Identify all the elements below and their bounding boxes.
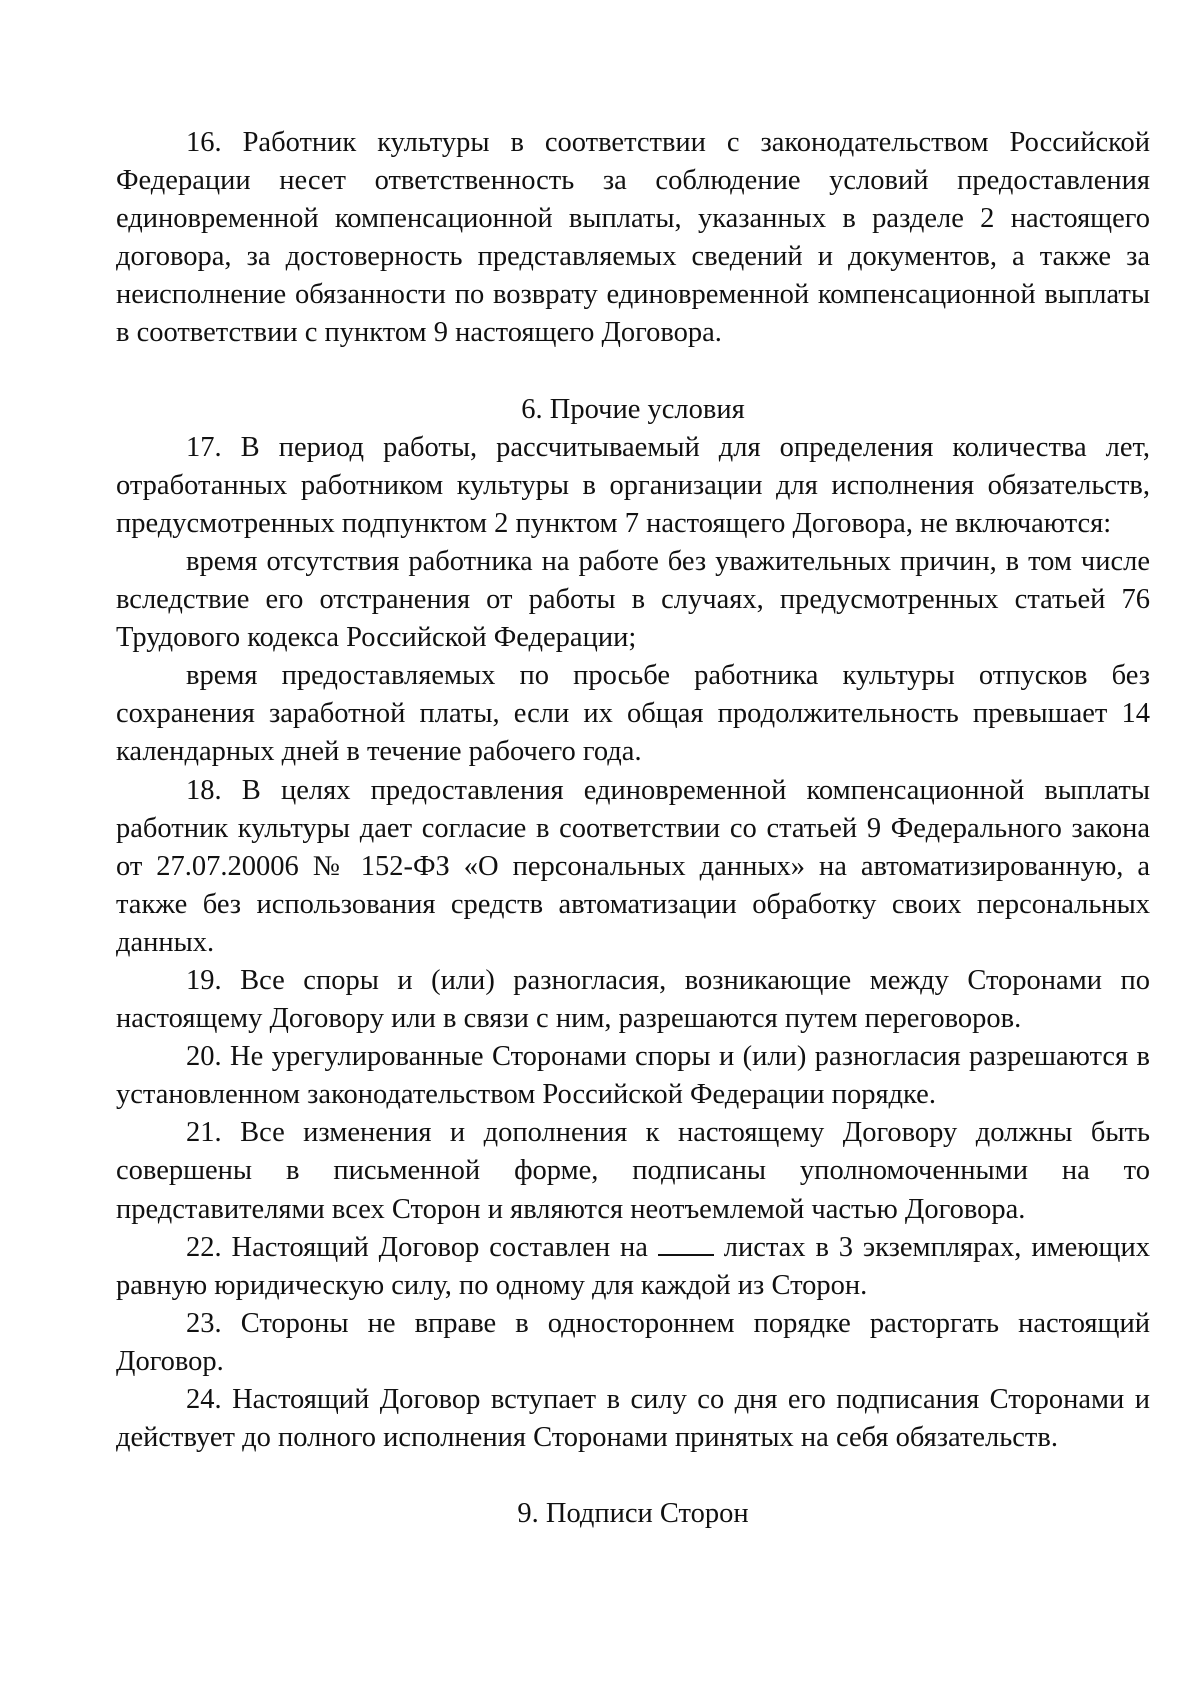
paragraph-17-item-b: время предоставляемых по просьбе работника культуры отпусков без сохранения заработной платы, если их общая продолжительность превышает 14 календарных дней в течение рабочего года.	[116, 660, 1150, 768]
paragraph-21: 21. Все изменения и дополнения к настоящему Договору должны быть совершены в письменной форме, подписаны уполномоченными на то представителями всех Сторон и являются неотъемлемой частью Договора.	[116, 1117, 1150, 1225]
paragraph-20: 20. Не урегулированные Сторонами споры и (или) разногласия разрешаются в установленном законодательством Российской Федерации порядке.	[116, 1041, 1150, 1111]
section-6-heading: 6. Прочие условия	[521, 393, 745, 425]
paragraph-17: 17. В период работы, рассчитываемый для определения количества лет, отработанных работником культуры в организации для исполнения обязательств, предусмотренных подпунктом 2 пунктом 7 настоящего Договора, не включаются:	[116, 431, 1150, 539]
paragraph-22-start: 22. Настоящий Договор составлен на	[186, 1231, 648, 1263]
paragraph-22-end: листах в 3 экземплярах, имеющих равную юридическую силу, по одному для каждой из Сторон.	[116, 1231, 1151, 1301]
paragraph-16: 16. Работник культуры в соответствии с законодательством Российской Федерации несет ответственность за соблюдение условий предоставления единовременной компенсационной выплаты, указанных в разделе 2 настоящего договора, за достоверность представляемых сведений и документов, а также за неисполнение обязанности по возврату единовременной компенсационной выплаты в соответствии с пунктом 9 настоящего Договора.	[116, 127, 1150, 349]
paragraph-24: 24. Настоящий Договор вступает в силу со дня его подписания Сторонами и действует до полного исполнения Сторонами принятых на себя обязательств.	[116, 1384, 1150, 1454]
sheet-count-blank	[658, 1230, 714, 1256]
section-9-heading: 9. Подписи Сторон	[517, 1498, 749, 1530]
paragraph-23: 23. Стороны не вправе в одностороннем порядке расторгать настоящий Договор.	[116, 1307, 1150, 1377]
paragraph-22	[116, 1229, 1150, 1305]
paragraph-18: 18. В целях предоставления единовременной компенсационной выплаты работник культуры дает согласие в соответствии со статьей 9 Федерального закона от 27.07.20006 № 152-ФЗ «О персональных данных» на автоматизированную, а также без использования средств автоматизации обработку своих персональных данных.	[116, 774, 1150, 958]
paragraph-17-item-a: время отсутствия работника на работе без уважительных причин, в том числе вследствие его отстранения от работы в случаях, предусмотренных статьей 76 Трудового кодекса Российской Федерации;	[116, 545, 1150, 654]
document-page	[116, 124, 1150, 1533]
paragraph-19: 19. Все споры и (или) разногласия, возникающие между Сторонами по настоящему Договору или в связи с ним, разрешаются путем переговоров.	[116, 964, 1150, 1035]
